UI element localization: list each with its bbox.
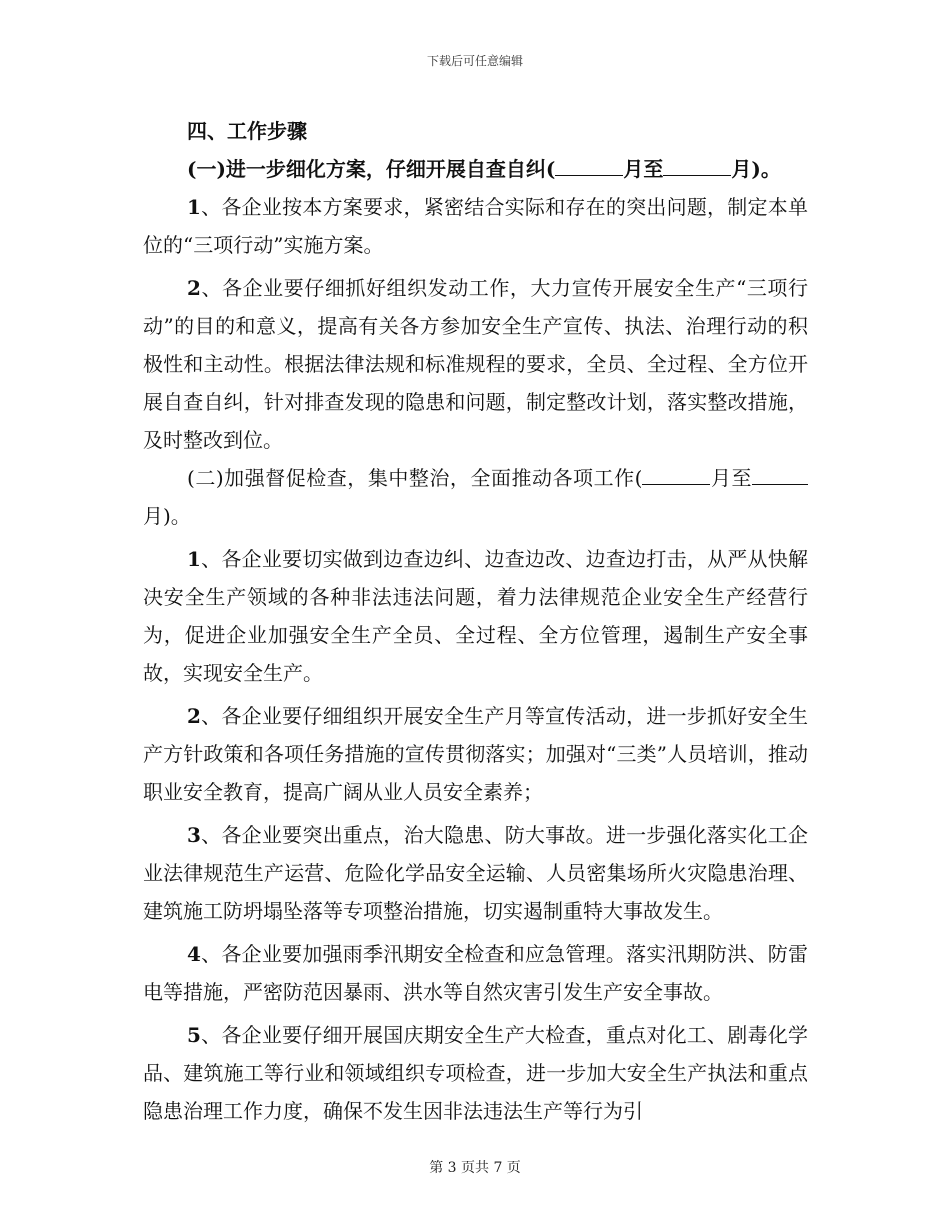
item-number: 1 <box>187 547 201 571</box>
item-text: 、各企业要仔细组织开展安全生产月等宣传活动，进一步抓好安全生产方针政策和各项任务措施的宣传贯彻落实；加强对“三类”人员培训，推动职业安全教育，提高广阔从业人员安全素养； <box>143 704 808 804</box>
item-number: 1 <box>187 195 201 219</box>
section-heading: 四、工作步骤 <box>187 119 307 143</box>
item-text: 、各企业要突出重点，治大隐患、防大事故。进一步强化落实化工企业法律规范生产运营、危险化学品安全运输、人员密集场所火灾隐患治理、建筑施工防坍塌坠落等专项整治措施，切实遏制重特大事故发生。 <box>143 823 808 923</box>
paragraph-1-2 <box>143 269 808 459</box>
subsection-2-mid: 月至 <box>710 466 752 490</box>
item-number: 2 <box>187 704 201 728</box>
subsection-1-post: 月)。 <box>731 157 781 181</box>
item-text: 、各企业按本方案要求，紧密结合实际和存在的突出问题，制定本单位的“三项行动”实施方案。 <box>143 195 808 257</box>
page-header: 下载后可任意编辑 <box>426 54 523 68</box>
month-blank <box>752 484 808 485</box>
month-blank <box>642 484 710 485</box>
page-footer: 第 3 页共 7 页 <box>429 1160 521 1176</box>
month-blank <box>663 175 731 176</box>
paragraph-2-5 <box>143 1016 808 1130</box>
item-number: 3 <box>187 823 201 847</box>
subsection-1-heading <box>143 150 808 188</box>
month-blank <box>555 175 623 176</box>
item-number: 5 <box>187 1023 201 1047</box>
subsection-2-post: 月)。 <box>143 504 191 528</box>
subsection-1-mid: 月至 <box>623 157 664 181</box>
subsection-2-heading <box>143 459 808 535</box>
document-body <box>143 112 808 1130</box>
item-text: 、各企业要仔细开展国庆期安全生产大检查，重点对化工、剧毒化学品、建筑施工等行业和领域组织专项检查，进一步加大安全生产执法和重点隐患治理工作力度，确保不发生因非法违法生产等行为引 <box>143 1023 808 1123</box>
item-number: 4 <box>187 942 201 966</box>
paragraph-1-1 <box>143 188 808 264</box>
paragraph-2-3 <box>143 816 808 930</box>
item-number: 2 <box>187 276 201 300</box>
item-text: 、各企业要仔细抓好组织发动工作，大力宣传开展安全生产“三项行动”的目的和意义，提高有关各方参加安全生产宣传、执法、治理行动的积极性和主动性。根据法律法规和标准规程的要求，全员、全过程、全方位开展自查自纠，针对排查发现的隐患和问题，制定整改计划，落实整改措施，及时整改到位。 <box>143 276 808 452</box>
item-text: 、各企业要切实做到边查边纠、边查边改、边查边打击，从严从快解决安全生产领域的各种非法违法问题，着力法律规范企业安全生产经营行为，促进企业加强安全生产全员、全过程、全方位管理，遏制生产安全事故，实现安全生产。 <box>143 547 808 685</box>
item-text: 、各企业要加强雨季汛期安全检查和应急管理。落实汛期防洪、防雷电等措施，严密防范因暴雨、洪水等自然灾害引发生产安全事故。 <box>143 942 808 1004</box>
paragraph-2-4 <box>143 935 808 1011</box>
paragraph-2-2 <box>143 697 808 811</box>
paragraph-2-1 <box>143 540 808 692</box>
subsection-1-pre: (一)进一步细化方案，仔细开展自查自纠( <box>187 157 556 181</box>
subsection-2-pre: (二)加强督促检查，集中整治，全面推动各项工作( <box>187 466 643 490</box>
